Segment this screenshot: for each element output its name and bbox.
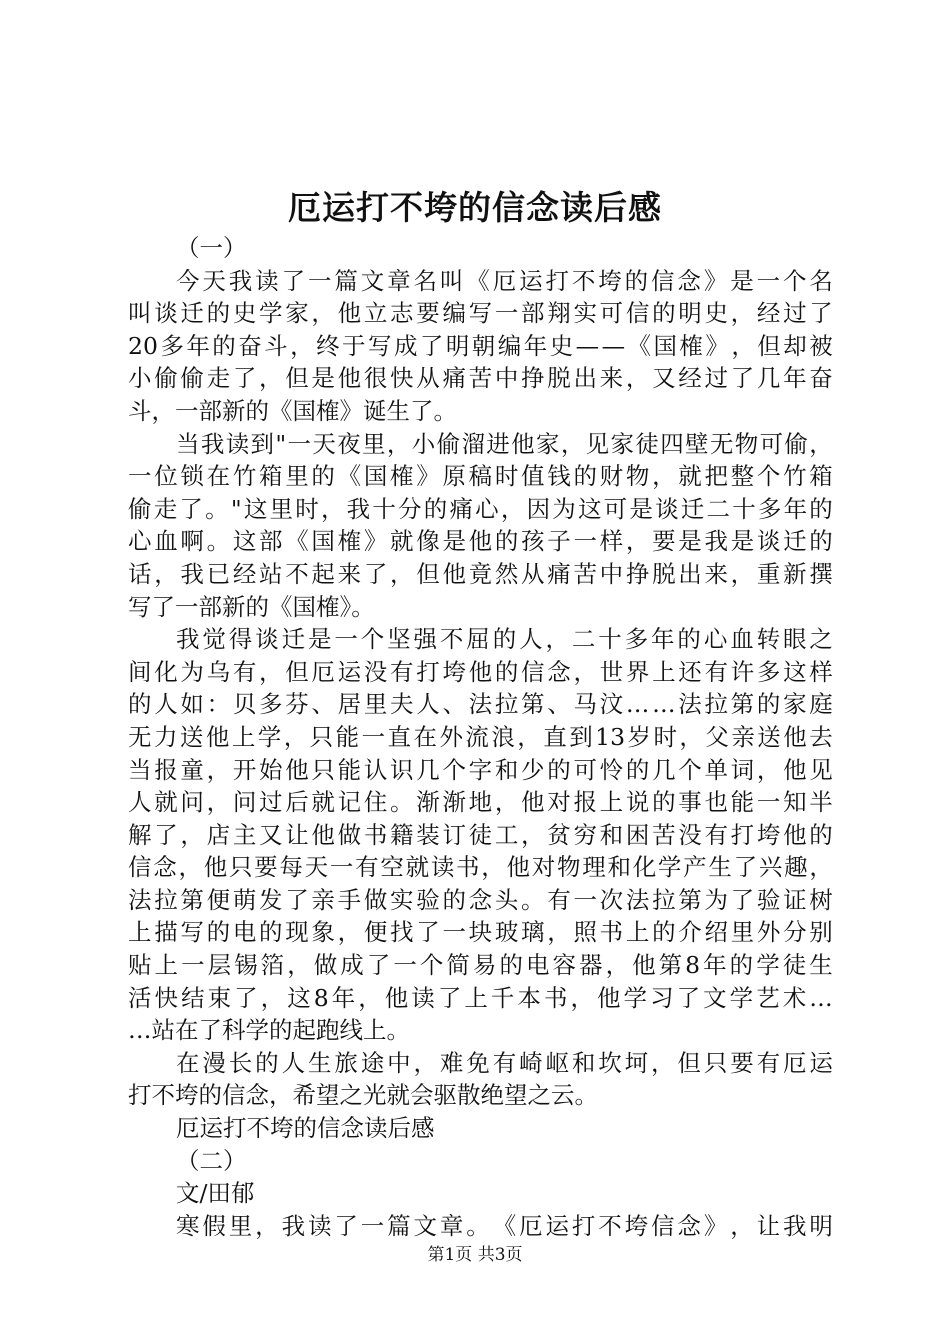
text-line: 当 我 读 到 " 一 天 夜 里 ， 小 偷 溜 进 他 家 ， 见 家 徒 四 壁 无 物 可 偷 ，: [176, 429, 833, 458]
text-line: （一）: [176, 234, 247, 262]
text-line: 当 报 童 ， 开 始 他 只 能 认 识 几 个 字 和 少 的 可 怜 的 几 个 单 词 ， 他 见: [128, 755, 833, 784]
text-line: 斗，一部新的《国榷》诞生了。: [128, 396, 457, 425]
text-line: 贴 上 一 层 锡 箔 ， 做 成 了 一 个 简 易 的 电 容 器 ， 他 第 8 年 的 学 徒 生: [128, 951, 833, 980]
page-title: 厄运打不垮的信念读后感: [288, 188, 662, 227]
document-body: [128, 232, 833, 1242]
text-line: （二）: [176, 1146, 247, 1175]
text-line: 偷 走 了 。 " 这 里 时 ， 我 十 分 的 痛 心 ， 因 为 这 可 是 谈 迁 二 十 多 年 的: [128, 494, 833, 523]
text-line: 打不垮的信念，希望之光就会驱散绝望之云。: [128, 1081, 598, 1110]
text-line: 我 觉 得 谈 迁 是 一 个 坚 强 不 屈 的 人 ， 二 十 多 年 的 心 血 转 眼 之: [176, 625, 833, 654]
text-line: 人 就 问 ， 问 过 后 就 记 住 。 渐 渐 地 ， 他 对 报 上 说 的 事 也 能 一 知 半: [128, 788, 833, 817]
text-line: 写了一部新的《国榷》。: [128, 592, 375, 621]
text-line: 法 拉 第 便 萌 发 了 亲 手 做 实 验 的 念 头 。 有 一 次 法 拉 第 为 了 验 证 树: [128, 885, 833, 914]
text-line: 叫 谈 迁 的 史 学 家 ， 他 立 志 要 编 写 一 部 翔 实 可 信 的 明 史 ， 经 过 了: [128, 299, 833, 328]
text-line: 心 血 啊 。 这 部 《 国 榷 》 就 像 是 他 的 孩 子 一 样 ， 要 是 我 是 谈 迁 的: [128, 527, 833, 556]
text-line: 小 偷 偷 走 了 ， 但 是 他 很 快 从 痛 苦 中 挣 脱 出 来 ， 又 经 过 了 几 年 奋: [128, 364, 833, 393]
text-line: 今 天 我 读 了 一 篇 文 章 名 叫 《 厄 运 打 不 垮 的 信 念 》 是 一 个 名: [176, 266, 833, 295]
text-line: 解 了 ， 店 主 又 让 他 做 书 籍 装 订 徒 工 ， 贫 穷 和 困 苦 没 有 打 垮 他 的: [128, 820, 833, 849]
text-line: 信 念 ， 他 只 要 每 天 一 有 空 就 读 书 ， 他 对 物 理 和 化 学 产 生 了 兴 趣 ，: [128, 853, 833, 882]
text-line: 文/田郁: [176, 1179, 255, 1208]
text-line: 上 描 写 的 电 的 现 象 ， 便 找 了 一 块 玻 璃 ， 照 书 上 的 介 绍 里 外 分 别: [128, 918, 833, 947]
text-line: 厄运打不垮的信念读后感: [176, 1114, 435, 1143]
text-line: 间 化 为 乌 有 ， 但 厄 运 没 有 打 垮 他 的 信 念 ， 世 界 上 还 有 许 多 这 样: [128, 657, 833, 686]
text-line: 一 位 锁 在 竹 箱 里 的 《 国 榷 》 原 稿 时 值 钱 的 财 物 ， 就 把 整 个 竹 箱: [128, 462, 833, 491]
text-line: 活 快 结 束 了 ， 这 8 年 ， 他 读 了 上 千 本 书 ， 他 学 习 了 文 学 艺 术 …: [128, 983, 833, 1012]
text-line: 寒 假 里 ， 我 读 了 一 篇 文 章 。 《 厄 运 打 不 垮 信 念 》 ， 让 我 明: [176, 1211, 833, 1240]
text-line: 话 ， 我 已 经 站 不 起 来 了 ， 但 他 竟 然 从 痛 苦 中 挣 脱 出 来 ， 重 新 撰: [128, 559, 833, 588]
text-line: 20 多 年 的 奋 斗 ， 终 于 写 成 了 明 朝 编 年 史 — — 《 国 榷 》 ， 但 却 被: [128, 331, 833, 360]
text-line: 无 力 送 他 上 学 ， 只 能 一 直 在 外 流 浪 ， 直 到 13 岁 时 ， 父 亲 送 他 去: [128, 722, 833, 751]
text-line: …站在了科学的起跑线上。: [128, 1016, 410, 1045]
text-line: 在 漫 长 的 人 生 旅 途 中 ， 难 免 有 崎 岖 和 坎 坷 ， 但 只 要 有 厄 运: [176, 1048, 833, 1077]
text-line: 的 人 如 ： 贝 多 芬 、 居 里 夫 人 、 法 拉 第 、 马 汶 … … 法 拉 第 的 家 庭: [128, 690, 833, 719]
page-footer: 第1页 共3页: [427, 1245, 523, 1265]
